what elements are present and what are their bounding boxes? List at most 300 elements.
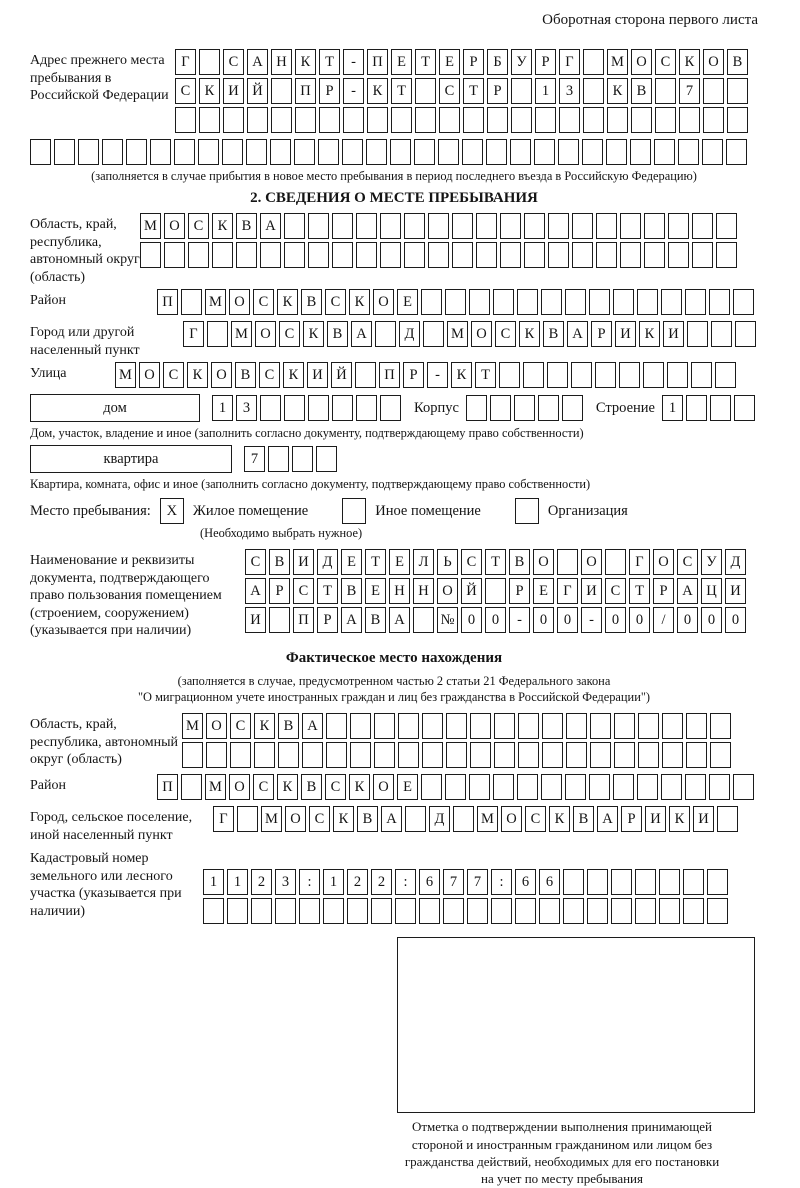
char-box[interactable]: Р	[653, 578, 674, 604]
char-box[interactable]: -	[509, 607, 530, 633]
char-box[interactable]	[487, 107, 508, 133]
char-box[interactable]	[422, 713, 443, 739]
char-box[interactable]: Д	[725, 549, 746, 575]
char-box[interactable]: И	[245, 607, 266, 633]
char-box[interactable]	[380, 395, 401, 421]
char-box[interactable]	[181, 774, 202, 800]
char-box[interactable]	[517, 289, 538, 315]
char-box[interactable]	[518, 713, 539, 739]
char-box[interactable]	[538, 395, 559, 421]
char-box[interactable]	[635, 898, 656, 924]
char-box[interactable]: В	[341, 578, 362, 604]
char-box[interactable]: 1	[212, 395, 233, 421]
char-box[interactable]	[524, 242, 545, 268]
char-box[interactable]: -	[581, 607, 602, 633]
char-box[interactable]: 7	[443, 869, 464, 895]
char-box[interactable]	[271, 78, 292, 104]
char-box[interactable]	[659, 898, 680, 924]
char-box[interactable]	[661, 774, 682, 800]
char-box[interactable]: -	[343, 49, 364, 75]
char-box[interactable]: Е	[533, 578, 554, 604]
char-box[interactable]: О	[631, 49, 652, 75]
char-box[interactable]	[605, 549, 626, 575]
char-box[interactable]	[236, 242, 257, 268]
char-box[interactable]: Е	[397, 289, 418, 315]
char-box[interactable]	[299, 898, 320, 924]
char-box[interactable]: А	[351, 321, 372, 347]
char-box[interactable]: У	[511, 49, 532, 75]
char-box[interactable]	[356, 213, 377, 239]
char-box[interactable]	[500, 242, 521, 268]
char-box[interactable]: Р	[317, 607, 338, 633]
char-box[interactable]	[589, 289, 610, 315]
char-box[interactable]: Т	[365, 549, 386, 575]
char-box[interactable]: 7	[679, 78, 700, 104]
char-box[interactable]	[302, 742, 323, 768]
char-box[interactable]	[268, 446, 289, 472]
char-box[interactable]	[380, 242, 401, 268]
char-box[interactable]	[547, 362, 568, 388]
char-box[interactable]	[419, 898, 440, 924]
char-box[interactable]	[644, 213, 665, 239]
char-box[interactable]: О	[501, 806, 522, 832]
char-box[interactable]: С	[461, 549, 482, 575]
char-box[interactable]	[643, 362, 664, 388]
char-box[interactable]	[164, 242, 185, 268]
char-box[interactable]	[181, 289, 202, 315]
char-box[interactable]	[692, 213, 713, 239]
char-box[interactable]: П	[367, 49, 388, 75]
char-box[interactable]: О	[229, 289, 250, 315]
char-box[interactable]	[326, 742, 347, 768]
char-box[interactable]: Е	[391, 49, 412, 75]
char-box[interactable]	[727, 107, 748, 133]
char-box[interactable]	[565, 774, 586, 800]
char-box[interactable]	[595, 362, 616, 388]
char-box[interactable]: Ц	[701, 578, 722, 604]
char-box[interactable]: 1	[203, 869, 224, 895]
char-box[interactable]	[716, 242, 737, 268]
char-box[interactable]	[683, 869, 704, 895]
char-box[interactable]: О	[653, 549, 674, 575]
char-box[interactable]	[222, 139, 243, 165]
char-box[interactable]: 0	[725, 607, 746, 633]
char-box[interactable]	[726, 139, 747, 165]
char-box[interactable]	[662, 742, 683, 768]
char-box[interactable]	[565, 289, 586, 315]
char-box[interactable]	[390, 139, 411, 165]
char-box[interactable]	[686, 395, 707, 421]
char-box[interactable]: К	[333, 806, 354, 832]
char-box[interactable]: В	[509, 549, 530, 575]
char-box[interactable]	[687, 321, 708, 347]
char-box[interactable]	[395, 898, 416, 924]
char-box[interactable]: 6	[515, 869, 536, 895]
char-box[interactable]	[247, 107, 268, 133]
char-box[interactable]: В	[236, 213, 257, 239]
char-box[interactable]	[511, 107, 532, 133]
char-box[interactable]: 7	[467, 869, 488, 895]
char-box[interactable]	[347, 898, 368, 924]
char-box[interactable]: №	[437, 607, 458, 633]
char-box[interactable]	[691, 362, 712, 388]
char-box[interactable]	[542, 713, 563, 739]
char-box[interactable]	[350, 713, 371, 739]
char-box[interactable]: О	[255, 321, 276, 347]
char-box[interactable]: Д	[317, 549, 338, 575]
char-box[interactable]	[199, 49, 220, 75]
char-box[interactable]: О	[139, 362, 160, 388]
char-box[interactable]	[453, 806, 474, 832]
char-box[interactable]: И	[223, 78, 244, 104]
char-box[interactable]: К	[349, 774, 370, 800]
char-box[interactable]: К	[607, 78, 628, 104]
char-box[interactable]: А	[567, 321, 588, 347]
char-box[interactable]: Й	[461, 578, 482, 604]
char-box[interactable]	[606, 139, 627, 165]
char-box[interactable]: Г	[559, 49, 580, 75]
char-box[interactable]: С	[525, 806, 546, 832]
char-box[interactable]	[587, 869, 608, 895]
char-box[interactable]: Р	[463, 49, 484, 75]
char-box[interactable]: Т	[319, 49, 340, 75]
char-box[interactable]	[294, 139, 315, 165]
char-box[interactable]	[292, 446, 313, 472]
char-box[interactable]: С	[439, 78, 460, 104]
char-box[interactable]	[630, 139, 651, 165]
char-box[interactable]: 3	[559, 78, 580, 104]
char-box[interactable]: П	[157, 289, 178, 315]
char-box[interactable]	[667, 362, 688, 388]
char-box[interactable]	[421, 289, 442, 315]
char-box[interactable]	[175, 107, 196, 133]
char-box[interactable]: Р	[621, 806, 642, 832]
char-box[interactable]	[493, 289, 514, 315]
char-box[interactable]	[515, 898, 536, 924]
char-box[interactable]	[78, 139, 99, 165]
char-box[interactable]	[254, 742, 275, 768]
char-box[interactable]: /	[653, 607, 674, 633]
char-box[interactable]	[356, 242, 377, 268]
char-box[interactable]: -	[427, 362, 448, 388]
char-box[interactable]	[212, 242, 233, 268]
char-box[interactable]: И	[725, 578, 746, 604]
char-box[interactable]: А	[302, 713, 323, 739]
char-box[interactable]: Р	[269, 578, 290, 604]
char-box[interactable]: К	[303, 321, 324, 347]
char-box[interactable]: К	[277, 774, 298, 800]
char-box[interactable]: С	[279, 321, 300, 347]
char-box[interactable]: Р	[487, 78, 508, 104]
char-box[interactable]	[709, 774, 730, 800]
char-box[interactable]	[323, 898, 344, 924]
char-box[interactable]: М	[477, 806, 498, 832]
char-box[interactable]: Г	[629, 549, 650, 575]
char-box[interactable]: А	[247, 49, 268, 75]
char-box[interactable]	[620, 213, 641, 239]
char-box[interactable]	[685, 289, 706, 315]
char-box[interactable]: Г	[183, 321, 204, 347]
char-box[interactable]: С	[655, 49, 676, 75]
char-box[interactable]	[620, 242, 641, 268]
char-box[interactable]	[493, 774, 514, 800]
char-box[interactable]	[476, 213, 497, 239]
char-box[interactable]	[511, 78, 532, 104]
char-box[interactable]	[342, 139, 363, 165]
char-box[interactable]	[308, 395, 329, 421]
char-box[interactable]	[733, 774, 754, 800]
char-box[interactable]: И	[645, 806, 666, 832]
char-box[interactable]	[541, 774, 562, 800]
char-box[interactable]	[638, 742, 659, 768]
char-box[interactable]	[710, 713, 731, 739]
char-box[interactable]: В	[357, 806, 378, 832]
char-box[interactable]	[246, 139, 267, 165]
char-box[interactable]	[611, 869, 632, 895]
char-box[interactable]	[596, 242, 617, 268]
char-box[interactable]	[260, 395, 281, 421]
char-box[interactable]	[734, 395, 755, 421]
char-box[interactable]	[404, 213, 425, 239]
char-box[interactable]	[590, 742, 611, 768]
char-box[interactable]	[421, 774, 442, 800]
char-box[interactable]: М	[261, 806, 282, 832]
char-box[interactable]: О	[206, 713, 227, 739]
char-box[interactable]: М	[140, 213, 161, 239]
char-box[interactable]: М	[231, 321, 252, 347]
char-box[interactable]: 0	[485, 607, 506, 633]
char-box[interactable]	[637, 289, 658, 315]
char-box[interactable]	[510, 139, 531, 165]
char-box[interactable]	[174, 139, 195, 165]
char-box[interactable]	[571, 362, 592, 388]
char-box[interactable]	[374, 713, 395, 739]
char-box[interactable]	[566, 742, 587, 768]
char-box[interactable]	[355, 362, 376, 388]
char-box[interactable]	[486, 139, 507, 165]
char-box[interactable]: Т	[415, 49, 436, 75]
char-box[interactable]: О	[533, 549, 554, 575]
char-box[interactable]	[182, 742, 203, 768]
char-box[interactable]	[562, 395, 583, 421]
char-box[interactable]: И	[307, 362, 328, 388]
char-box[interactable]	[563, 869, 584, 895]
char-box[interactable]	[716, 213, 737, 239]
char-box[interactable]	[655, 78, 676, 104]
char-box[interactable]	[415, 78, 436, 104]
char-box[interactable]	[523, 362, 544, 388]
char-box[interactable]: М	[115, 362, 136, 388]
char-box[interactable]	[326, 713, 347, 739]
char-box[interactable]	[470, 742, 491, 768]
char-box[interactable]	[596, 213, 617, 239]
char-box[interactable]	[517, 774, 538, 800]
char-box[interactable]: Р	[509, 578, 530, 604]
char-box[interactable]: Р	[535, 49, 556, 75]
residence-checkbox-zhiloe[interactable]: X	[160, 498, 184, 524]
char-box[interactable]	[655, 107, 676, 133]
char-box[interactable]	[206, 742, 227, 768]
char-box[interactable]: 0	[605, 607, 626, 633]
char-box[interactable]	[494, 713, 515, 739]
char-box[interactable]: К	[669, 806, 690, 832]
char-box[interactable]	[583, 107, 604, 133]
char-box[interactable]	[535, 107, 556, 133]
char-box[interactable]: С	[163, 362, 184, 388]
char-box[interactable]: В	[235, 362, 256, 388]
char-box[interactable]: П	[157, 774, 178, 800]
char-box[interactable]	[735, 321, 756, 347]
char-box[interactable]: М	[205, 289, 226, 315]
char-box[interactable]: О	[581, 549, 602, 575]
char-box[interactable]	[126, 139, 147, 165]
char-box[interactable]: А	[381, 806, 402, 832]
char-box[interactable]	[654, 139, 675, 165]
char-box[interactable]: 0	[557, 607, 578, 633]
char-box[interactable]	[251, 898, 272, 924]
residence-checkbox-inoe[interactable]	[342, 498, 366, 524]
char-box[interactable]	[692, 242, 713, 268]
char-box[interactable]: С	[245, 549, 266, 575]
char-box[interactable]	[518, 742, 539, 768]
char-box[interactable]	[703, 107, 724, 133]
char-box[interactable]	[733, 289, 754, 315]
char-box[interactable]: 0	[533, 607, 554, 633]
char-box[interactable]	[490, 395, 511, 421]
char-box[interactable]: Т	[629, 578, 650, 604]
char-box[interactable]: В	[631, 78, 652, 104]
char-box[interactable]	[198, 139, 219, 165]
char-box[interactable]	[398, 713, 419, 739]
char-box[interactable]: С	[253, 774, 274, 800]
char-box[interactable]	[572, 213, 593, 239]
char-box[interactable]: Е	[365, 578, 386, 604]
char-box[interactable]	[539, 898, 560, 924]
char-box[interactable]	[542, 742, 563, 768]
char-box[interactable]	[54, 139, 75, 165]
char-box[interactable]	[332, 213, 353, 239]
char-box[interactable]	[470, 713, 491, 739]
char-box[interactable]	[583, 78, 604, 104]
char-box[interactable]: О	[211, 362, 232, 388]
char-box[interactable]	[150, 139, 171, 165]
char-box[interactable]: Д	[399, 321, 420, 347]
char-box[interactable]	[614, 713, 635, 739]
char-box[interactable]	[607, 107, 628, 133]
char-box[interactable]	[452, 242, 473, 268]
char-box[interactable]	[613, 289, 634, 315]
char-box[interactable]: Й	[331, 362, 352, 388]
char-box[interactable]: 0	[701, 607, 722, 633]
char-box[interactable]	[415, 107, 436, 133]
char-box[interactable]: М	[607, 49, 628, 75]
char-box[interactable]: В	[301, 774, 322, 800]
char-box[interactable]: А	[341, 607, 362, 633]
char-box[interactable]	[644, 242, 665, 268]
char-box[interactable]: С	[223, 49, 244, 75]
char-box[interactable]	[223, 107, 244, 133]
char-box[interactable]	[500, 213, 521, 239]
char-box[interactable]: А	[260, 213, 281, 239]
char-box[interactable]	[438, 139, 459, 165]
char-box[interactable]: Т	[463, 78, 484, 104]
char-box[interactable]	[710, 395, 731, 421]
char-box[interactable]	[613, 774, 634, 800]
char-box[interactable]: С	[175, 78, 196, 104]
char-box[interactable]: 6	[419, 869, 440, 895]
char-box[interactable]	[557, 549, 578, 575]
char-box[interactable]	[635, 869, 656, 895]
char-box[interactable]: 3	[275, 869, 296, 895]
char-box[interactable]	[631, 107, 652, 133]
char-box[interactable]: Н	[271, 49, 292, 75]
char-box[interactable]	[469, 289, 490, 315]
char-box[interactable]: У	[701, 549, 722, 575]
char-box[interactable]: К	[367, 78, 388, 104]
char-box[interactable]	[566, 713, 587, 739]
char-box[interactable]	[476, 242, 497, 268]
char-box[interactable]	[428, 213, 449, 239]
char-box[interactable]: И	[693, 806, 714, 832]
char-box[interactable]	[683, 898, 704, 924]
char-box[interactable]: К	[549, 806, 570, 832]
char-box[interactable]	[662, 713, 683, 739]
char-box[interactable]	[278, 742, 299, 768]
char-box[interactable]: С	[188, 213, 209, 239]
char-box[interactable]: О	[471, 321, 492, 347]
char-box[interactable]	[446, 713, 467, 739]
char-box[interactable]: Т	[391, 78, 412, 104]
char-box[interactable]	[199, 107, 220, 133]
char-box[interactable]: 1	[535, 78, 556, 104]
char-box[interactable]	[319, 107, 340, 133]
char-box[interactable]: П	[379, 362, 400, 388]
char-box[interactable]	[445, 774, 466, 800]
char-box[interactable]: С	[259, 362, 280, 388]
char-box[interactable]	[548, 213, 569, 239]
char-box[interactable]	[356, 395, 377, 421]
char-box[interactable]: М	[182, 713, 203, 739]
char-box[interactable]	[619, 362, 640, 388]
char-box[interactable]	[452, 213, 473, 239]
char-box[interactable]	[563, 898, 584, 924]
char-box[interactable]: :	[299, 869, 320, 895]
char-box[interactable]	[230, 742, 251, 768]
char-box[interactable]	[140, 242, 161, 268]
char-box[interactable]	[469, 774, 490, 800]
char-box[interactable]	[499, 362, 520, 388]
char-box[interactable]	[548, 242, 569, 268]
char-box[interactable]: 2	[371, 869, 392, 895]
char-box[interactable]: Т	[485, 549, 506, 575]
char-box[interactable]: А	[389, 607, 410, 633]
char-box[interactable]: Б	[487, 49, 508, 75]
char-box[interactable]: Е	[439, 49, 460, 75]
char-box[interactable]: И	[663, 321, 684, 347]
char-box[interactable]	[284, 395, 305, 421]
char-box[interactable]	[367, 107, 388, 133]
char-box[interactable]: О	[229, 774, 250, 800]
char-box[interactable]	[423, 321, 444, 347]
char-box[interactable]	[711, 321, 732, 347]
char-box[interactable]: К	[277, 289, 298, 315]
char-box[interactable]	[260, 242, 281, 268]
char-box[interactable]: В	[269, 549, 290, 575]
char-box[interactable]	[661, 289, 682, 315]
char-box[interactable]	[203, 898, 224, 924]
char-box[interactable]: Н	[389, 578, 410, 604]
char-box[interactable]: 3	[236, 395, 257, 421]
